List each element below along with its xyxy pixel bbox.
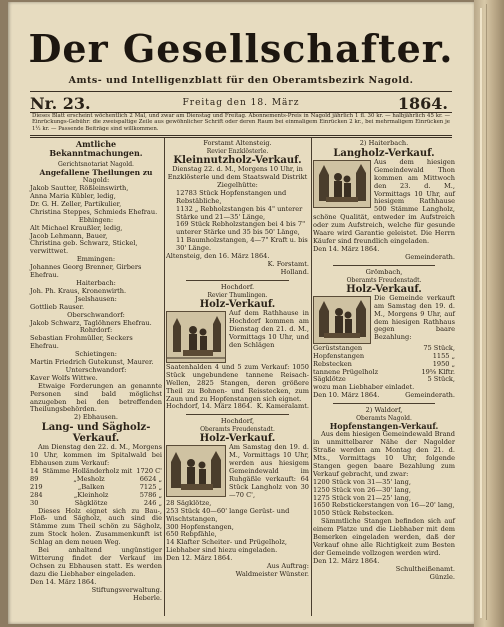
ad-title-wood-2: Holz-Verkauf. [199, 433, 276, 445]
section-place [313, 140, 455, 148]
item-qty: 30 [30, 498, 39, 507]
list-item: 28 Sägklötze, [166, 498, 212, 507]
signature-office: K. Forstamt. [267, 259, 309, 268]
ad-title-hop-poles: Hopfenstangen-Verkauf. [329, 421, 439, 432]
ad-title-wood-3: Holz-Verkauf. [346, 283, 422, 295]
item-value: 6624 „ [139, 474, 162, 483]
column-2 [166, 140, 309, 579]
item-qty: 219 [30, 482, 43, 491]
ad-title-long-timber: Langholz-Verkauf. [333, 147, 435, 159]
ad-intro: Am Dienstag den 22. d. M., Morgens 10 Uhr, kommen im Spitalwald bei Ebhausen zum Verkauf: [30, 443, 162, 468]
item-name: Gerüststangen [313, 343, 363, 352]
column-divider-1 [164, 138, 165, 616]
divider [186, 414, 289, 415]
item-value: 5786 „ [139, 490, 162, 499]
issue-number: Nr. 23. [30, 94, 91, 113]
entry: Gottlieb Rauser. [30, 302, 85, 311]
book-binding [474, 0, 504, 627]
item-value: 5 Stück, [427, 375, 455, 384]
ad-text: Am Samstag den 19. d. M., Vormittags 10 Uhr, werden aus hiesigem Gemeindewald im Ruhgäßle verkauft: 64 Stück Langholz von 30—70 C', [229, 443, 309, 499]
entry: Anna Maria Kübler, ledig, [30, 192, 116, 201]
section-place: Grömbach, [365, 267, 403, 276]
ad-text: Auf dem Rathhause in Hochdorf kommen am Dienstag den 21. d. M., Vormittags 10 Uhr, und den Schlägen [229, 308, 309, 349]
item-name: Rebstecken [313, 359, 352, 368]
place-emmingen: Emmingen: [76, 255, 116, 264]
closing-text: Etwaige Forderungen an genannte Personen sind bald möglichst anzugeben bei den betreffenden Theilungsbehörden. [30, 381, 162, 414]
item-name: Hopfenstangen [313, 351, 365, 360]
list-item: 253 Stück 40—60' lange Gerüst- und Wischtstangen, [166, 506, 290, 523]
newspaper-page [8, 2, 474, 624]
list-item: 14 Klafter Scheiter- und Prügelholz, [166, 538, 287, 547]
page-edge-shadow [486, 4, 487, 620]
signature-row [166, 403, 309, 411]
section-place-name: Waldorf, [374, 406, 403, 415]
list-item: 300 Hopfenstangen, [166, 522, 234, 531]
item-qty: 89 [30, 474, 39, 483]
section-sub: Oberamts Freudenstadt. [346, 276, 422, 284]
entry: Joh. Ph. Kraus, Kronenwirth. [30, 286, 127, 295]
divider [186, 280, 289, 281]
signature-name: Heberle. [132, 593, 162, 602]
column-1 [30, 140, 162, 602]
section-number: 2) [359, 139, 367, 147]
item-name: Sägklötze [313, 375, 346, 384]
ad-title-lumber: Lang- und Sägholz-Verkauf. [41, 422, 151, 445]
list-item: 11 Baumholzstangen, 4—7" Kraft u. bis 30' Länge. [176, 236, 308, 253]
ad-intro: Dienstag 22. d. M., Morgens 10 Uhr, in Enzklösterle und dem Staatswald Distrikt Ziegelhütte: [167, 165, 308, 189]
subscription-notice: Dieses Blatt erscheint wöchentlich 2 Mal, und zwar am Dienstag und Freitag. Abonnements-Preis in Nagold jährlich 1 fl. 30 kr. — halbjährlich 45 kr. — Einrückungs-Gebühr: die zweispaltige Zeile aus gewöhnlicher Schrift oder deren Raum bei einmaligem Einrücken 2 kr., bei mehrmaligem Einrücken je 1½ kr. — Passende Beiträge sind willkommen. [32, 113, 450, 132]
item-qty: 284 [30, 490, 43, 499]
issue-date: Freitag den 18. März [182, 98, 300, 108]
ad-body: wozu man Liebhaber einladet. [313, 383, 415, 392]
item-value: 246 „ [143, 498, 162, 507]
entry: Jakob Schwarz, Taglöhners Ehefrau. [30, 318, 152, 327]
ad-title-wood: Holz-Verkauf. [199, 298, 276, 310]
signature-name: Günzle. [429, 572, 455, 581]
court-name: Gerichtsnotariat Nagold. [58, 161, 134, 168]
entry: Christina geb. Schwarz, Stickel, verwittwet. [30, 239, 138, 256]
ad-date: Den 12. März 1864. [166, 554, 233, 563]
entry: Alt Michael Kraußler, ledig, [30, 223, 123, 232]
entry: Kaver Wolfs Wittwe. [30, 373, 98, 382]
section-place-name: Haiterbach. [368, 139, 409, 147]
item-value: 7125 „ [139, 482, 162, 491]
header-rule-top [30, 91, 452, 92]
item-value: 1950 „ [432, 359, 455, 368]
list-item: 1275 Stück von 21—25' lang, [313, 493, 411, 502]
ad-body: Sämmtliche Stangen befinden sich auf einem Platze und die Liebhaber mit dem Bemerken eingeladen werden, daß der Verkauf ohne alle Richtigkeit zum Besten der Gemeinde vollzogen werden wird. [313, 517, 455, 557]
list-item: Liebhaber sind hiezu eingeladen. [166, 546, 278, 555]
signature-office: Stiftungsverwaltung. [91, 585, 162, 594]
item-value: 19⅝ Klftr. [421, 367, 455, 376]
divider [333, 403, 435, 404]
divider [333, 265, 435, 266]
section-place: Hochdorf, [220, 417, 255, 426]
page-edge [480, 8, 482, 618]
entry: Martin Friedrich Gutekunst, Maurer. [30, 358, 154, 367]
item-value: 1155 „ [432, 351, 455, 360]
ad-title-small-timber: Kleinnutzholz-Verkauf. [173, 155, 302, 167]
section-place [313, 407, 455, 415]
masthead-title: Der Gesellschafter. [28, 26, 454, 71]
header-rule-bottom-2 [30, 137, 452, 138]
section-place: Forstamt Altensteig. [203, 139, 272, 147]
item-qty: 14 [30, 467, 39, 476]
list-item: 1132 „ Rebholzstangen bis 4" unterer Stärke und 21—35' Länge, [176, 204, 303, 221]
item-name: Stämme Holländerholz mit [42, 467, 133, 476]
item-name: „Kleinholz [73, 490, 109, 499]
signature-office: Schultheißenamt. [395, 564, 455, 573]
list-item: 1650 Rebstickerstangen von 16—20' lang, [313, 501, 455, 510]
entry: Sebastian Frohmüller, Seckers Ehefrau. [30, 334, 133, 351]
ad-body-2: Bei anhaltend ungünstiger Witterung findet der Verkauf im Ochsen zu Ebhausen statt. Es werden dazu die Liebhaber eingeladen. [30, 546, 162, 578]
item-name: tannene Prügelholz [313, 367, 379, 376]
ad-date: Den 14. März 1864. [313, 244, 380, 253]
list-item: 1250 Stück von 26—30' lang, [313, 485, 411, 494]
ad-date: Den 10. März 1864. [313, 391, 380, 400]
place-rohrdorf: Rohrdorf: [79, 326, 113, 335]
woodcut-illustration [313, 296, 371, 344]
issue-year: 1864. [397, 94, 448, 113]
item-value: 75 Stück, [423, 343, 455, 352]
list-item: 12783 Stück Hopfenstangen und Rebstäbliche, [176, 188, 287, 205]
woodcut-illustration [166, 311, 226, 363]
ad-date: Den 14. März 1864. [30, 577, 97, 586]
section-number: 2) [74, 413, 81, 422]
list-item: 1200 Stück von 31—35' lang, [313, 477, 411, 486]
place-schietingen: Schietingen: [74, 350, 118, 359]
section-sub: Oberamts Nagold. [356, 415, 412, 423]
ad-date: Hochdorf, 14. März 1864. [166, 402, 253, 411]
signature-office: K. Kameralamt. [256, 402, 309, 411]
entry: Christina Steppes, Schmieds Ehefrau. [30, 207, 158, 216]
section-place: Hochdorf. [220, 282, 255, 291]
column-3 [313, 140, 455, 581]
place-ebhingen: Ebhingen: [78, 215, 114, 224]
ad-text: Aus dem hiesigen Gemeindewald Thon kommen am Mittwoch den 23. d. M., Vormittags 10 Uhr, auf hiesigem Rathhause 500 Stämme Langholz, schöne Qualität, entweder im Aufstreich oder zum Aufstreich, welche für gesunde Waare wird Garantie geleistet. Die Herrn Käufer sind freundlich eingeladen. [313, 157, 455, 245]
ad-body: Dieses Holz eignet sich zu Bau-, Floß- und Sägholz, auch sind die Stämme zum Theil schön zu Sägholz, zum Stock holen. Zusammenkunft ist Schlag an dem neuen Weg. [30, 506, 162, 547]
section-sub: Revier Enzklösterle. [206, 147, 269, 155]
list-item: 169 Stück Rebholzstangen bei 4 bis 7" unterer Stärke und 35 bis 50' Länge, [176, 220, 306, 237]
section-place: Ebhausen. [82, 413, 118, 422]
section-sub: Revier Thumlingen. [207, 291, 268, 299]
item-name: „Balken [77, 482, 105, 491]
woodcut-illustration [166, 445, 226, 497]
inheritance-heading: Angefallene Theilungen zu [39, 168, 153, 178]
signature-office: Aus Auftrag: [266, 562, 309, 571]
header-rule-bottom [30, 135, 452, 136]
entry: Johannes Georg Brenner, Girbers Ehefrau. [30, 263, 142, 280]
signature-name: Waldmeister Wünster. [235, 569, 309, 578]
place-unterschwandorf: Unterschwandorf: [65, 365, 127, 374]
item-name: „Mesholz [73, 474, 105, 483]
section-place-ebhausen [30, 414, 162, 422]
item-name: Sägklötze [74, 498, 108, 507]
section-sub: Oberamts Freudenstadt. [200, 426, 275, 434]
signature-office: Gemeinderath. [405, 252, 455, 261]
signature-row [313, 392, 455, 400]
column-divider-2 [311, 138, 312, 616]
ad-text: Aus dem hiesigen Gemeindewald Brand in unmittelbarer Nähe der Nagolder Straße werden am Montag den 21. d. Mts., Vormittags 10 Uhr, folgende Stangen gegen baare Bezahlung zum Verkauf gebracht, und zwar: [313, 430, 455, 478]
ad-body: Saatenhalden 4 und 5 zum Verkauf: 1050 Stück ungebundene tannene Reisach-Wellen, 2825 Stangen, deren größere Theil zu Bohnen- und Reisstecken, zum Zaun und zu Hopfenstangen sich eignet. [166, 362, 309, 403]
place-nagold: Nagold: [82, 176, 110, 185]
place-haiterbach: Haiterbach: [76, 278, 116, 287]
signature-office: Gemeinderath. [405, 391, 455, 400]
entry: Jacob Lehmann, Bauer, [30, 231, 108, 240]
ad-date: Altensteig, den 16. März 1864. [166, 252, 270, 261]
section-title-official: Amtliche Bekanntmachungen. [49, 139, 143, 158]
entry: Dr. G. H. Zeller, Partikulier, [30, 199, 122, 208]
ad-text: Die Gemeinde verkauft am Samstag den 19. d. M., Morgens 9 Uhr, auf dem hiesigen Rathhaus gegen baare Bezahlung: [374, 293, 455, 342]
entry: Jakob Sautter, Rößleinswirth, [30, 184, 129, 193]
list-item: 650 Rebpfähle, [166, 530, 217, 539]
issue-row [30, 94, 452, 112]
woodcut-illustration [313, 160, 371, 208]
signature-name: Holland. [280, 267, 309, 276]
ad-date: Den 12. März 1864. [313, 556, 380, 565]
place-oberschwandorf: Oberschwandorf: [67, 310, 125, 319]
masthead-subtitle: Amts- und Intelligenzblatt für den Oberamtsbezirk Nagold. [68, 75, 414, 86]
item-value: 1720 C' [136, 467, 162, 476]
place-iselshausen: Jselshausen: [75, 294, 117, 303]
list-item: 1050 Stück Rebstecken. [313, 509, 395, 518]
section-number: 2) [365, 406, 373, 415]
